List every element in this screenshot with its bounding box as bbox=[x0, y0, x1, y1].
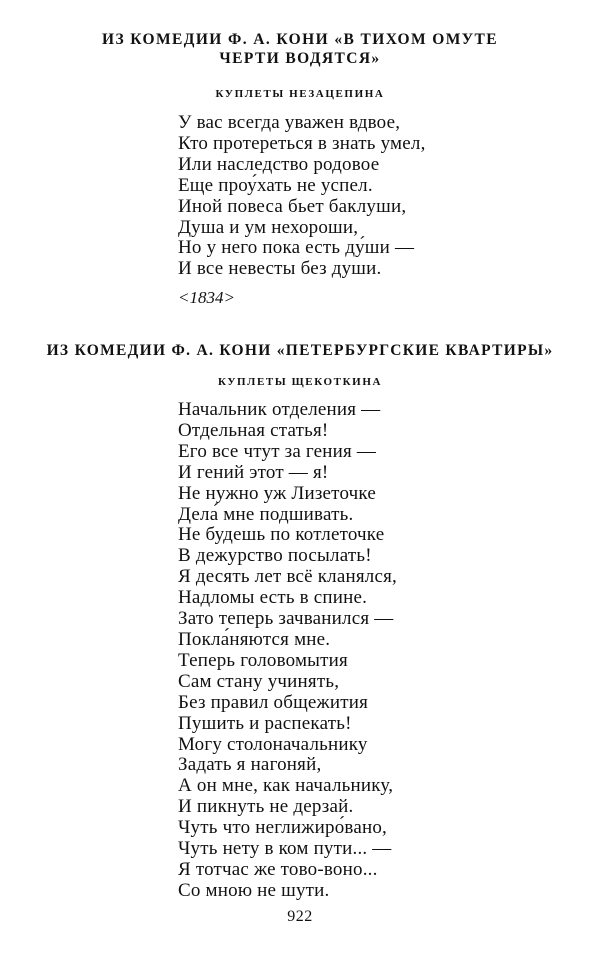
verse-line: Или наследство родовое bbox=[178, 153, 380, 175]
verse-line: Я десять лет всё кланялся, bbox=[178, 566, 397, 588]
verse-line: Дела́ мне подшивать. bbox=[178, 503, 354, 525]
verse-line: Без правил общежития bbox=[178, 691, 369, 713]
verse-line: Иной повеса бьет баклуши, bbox=[178, 195, 407, 217]
section2-verse bbox=[178, 400, 397, 902]
page-number: 922 bbox=[287, 908, 313, 925]
verse-line: Отдельная статья! bbox=[178, 419, 329, 441]
verse-line: Но у него пока есть ду́ши — bbox=[178, 237, 415, 259]
verse-line: Чуть что неглижиро́вано, bbox=[178, 817, 387, 839]
verse-line: Не будешь по котлеточке bbox=[178, 524, 385, 546]
verse-line: Сам стану учинять, bbox=[178, 670, 340, 692]
verse-line: Душа и ум нехороши, bbox=[178, 216, 359, 238]
verse-line: Пушить и распекать! bbox=[178, 712, 352, 734]
verse-line: Задать я нагоняй, bbox=[178, 754, 322, 776]
section1-date: <1834> bbox=[178, 288, 235, 307]
verse-line: Могу столоначальнику bbox=[178, 733, 368, 755]
verse-line: Начальник отделения — bbox=[178, 399, 381, 420]
section2-title: ИЗ КОМЕДИИ Ф. А. КОНИ «ПЕТЕРБУРГСКИЕ КВАРТИРЫ» bbox=[46, 342, 554, 359]
verse-line: А он мне, как начальнику, bbox=[178, 775, 394, 797]
section1-subtitle: КУПЛЕТЫ НЕЗАЦЕПИНА bbox=[215, 88, 385, 100]
section1-title bbox=[20, 30, 580, 68]
verse-line: Со мною не шути. bbox=[178, 879, 330, 901]
verse-line: И все невесты без души. bbox=[178, 258, 382, 280]
verse-line: И гений этот — я! bbox=[178, 461, 329, 483]
section1-verse bbox=[178, 113, 426, 280]
verse-line: В дежурство посылать! bbox=[178, 545, 372, 567]
verse-line: Теперь головомытия bbox=[178, 649, 348, 671]
section1-title-line2: ЧЕРТИ ВОДЯТСЯ» bbox=[219, 50, 381, 67]
verse-line: Не нужно уж Лизеточке bbox=[178, 482, 376, 504]
verse-line: У вас всегда уважен вдвое, bbox=[178, 112, 401, 133]
verse-line: Зато теперь зачванился — bbox=[178, 608, 394, 630]
verse-line: Его все чтут за гения — bbox=[178, 440, 377, 462]
section1-title-line1: ИЗ КОМЕДИИ Ф. А. КОНИ «В ТИХОМ ОМУТЕ bbox=[101, 31, 498, 48]
verse-line: Я тотчас же тово-воно... bbox=[178, 858, 378, 880]
verse-line: Чуть нету в ком пути... — bbox=[178, 838, 392, 860]
verse-line: Кто протереться в знать умел, bbox=[178, 132, 426, 154]
verse-line: И пикнуть не дерзай. bbox=[178, 796, 354, 818]
section2-subtitle: КУПЛЕТЫ ЩЕКОТКИНА bbox=[217, 376, 383, 388]
verse-line: Надломы есть в спине. bbox=[178, 587, 368, 609]
verse-line: Покла́няются мне. bbox=[178, 628, 331, 650]
verse-line: Еще проу́хать не успел. bbox=[178, 174, 373, 196]
